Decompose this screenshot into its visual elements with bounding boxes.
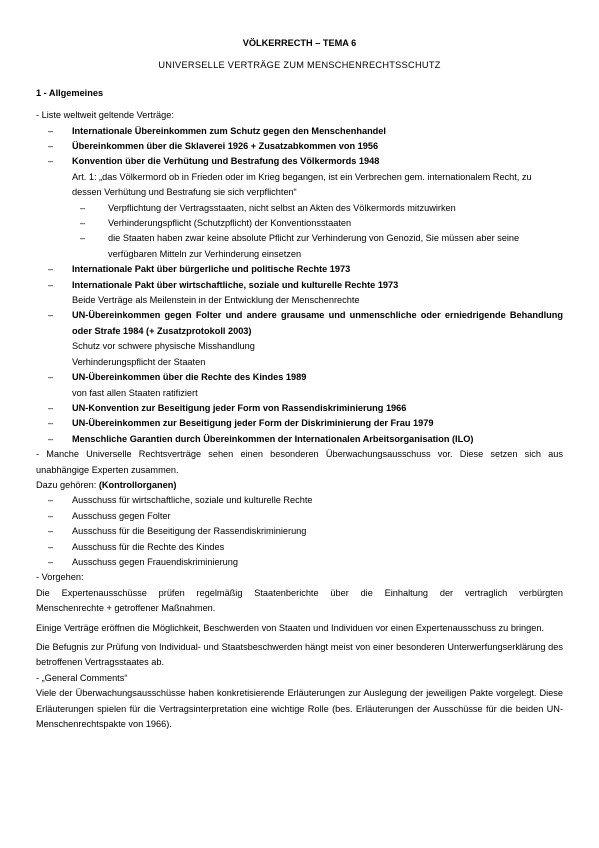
dazu-line: Dazu gehören: (Kontrollorganen) — [36, 479, 177, 490]
list-item: – Verhinderungspflicht (Schutzpflicht) der Konventionsstaaten — [80, 218, 352, 229]
list-item: – UN-Übereinkommen zur Beseitigung jeder Form der Diskriminierung der Frau 1979 — [48, 418, 434, 429]
list-item: – Internationale Übereinkommen zum Schutz gegen den Menschenhandel — [48, 125, 386, 136]
list-item: – Ausschuss für wirtschaftliche, soziale und kulturelle Rechte — [48, 495, 313, 506]
treaty-list-intro: - Liste weltweit geltende Verträge: — [36, 110, 174, 121]
list-item: – Übereinkommen über die Sklaverei 1926 + Zusatzabkommen von 1956 — [48, 141, 379, 152]
list-item: – Menschliche Garantien durch Übereinkommen der Internationalen Arbeitsorganisation (ILO) — [48, 433, 474, 444]
document-title: VÖLKERRECTH – TEMA 6 — [242, 38, 357, 48]
genocide-points — [72, 201, 563, 263]
list-item: – UN-Konvention zur Beseitigung jeder Form von Rassendiskriminierung 1966 — [48, 402, 407, 413]
vorgehen-paragraph-3: Die Befugnis zur Prüfung von Individual- und Staatsbeschwerden hängt meist von einer besonderen Unterwerfungserklärung des betroffenen Vertragsstaates ab. — [36, 642, 563, 668]
article-quote: Art. 1: „das Völkermord ob in Frieden oder im Krieg begangen, ist ein Verbrechen gem. internationalem Recht, zu dessen Verhütung und Bestrafung sie sich verpflichten“ — [72, 171, 532, 198]
list-item: – Ausschuss gegen Frauendiskriminierung — [48, 556, 238, 567]
torture-note: Verhinderungspflicht der Staaten — [72, 356, 206, 367]
list-item: – Internationale Pakt über wirtschaftliche, soziale und kulturelle Rechte 1973 Beide Verträge als Meilenstein in der Entwicklung der Menschenrechte — [36, 278, 563, 309]
list-item: – Internationale Pakt über bürgerliche und politische Rechte 1973 — [48, 264, 351, 275]
list-item: – die Staaten haben zwar keine absolute Pflicht zur Verhinderung von Genozid, Sie müssen aber seine verfügbaren Mitteln zur Verhinderung einsetzen — [80, 233, 520, 259]
torture-note: Schutz vor schwere physische Misshandlung — [72, 341, 255, 352]
list-item: – Ausschuss gegen Folter — [48, 510, 171, 521]
committee-list — [36, 493, 563, 570]
list-item: – Ausschuss für die Rechte des Kindes — [48, 541, 225, 552]
list-item: – UN-Übereinkommen über die Rechte des Kindes 1989 von fast allen Staaten ratifiziert — [36, 370, 563, 401]
document-subtitle: UNIVERSELLE VERTRÄGE ZUM MENSCHENRECHTSSCHUTZ — [158, 60, 441, 71]
general-comments-paragraph: Viele der Überwachungsausschüsse haben konkretisierende Erläuterungen zur Auslegung der jeweiligen Pakte vorgelegt. Diese Erläuterungen spielen für die Vertragsinterpretation eine wichtige Rolle (bes. Erläuterungen der Ausschüsse für die beiden UN-Menschenrechtspakte von 1966). — [36, 688, 563, 730]
list-item: – Konvention über die Verhütung und Bestrafung des Völkermords 1948 Art. 1: „das Völkermord ob in Frieden oder im Krieg begangen, ist ein Verbrechen gem. internationalem Recht, zu dessen Verhütung und Bestrafung sie sich verpflichten“ – Verpflichtung der Vertragsstaaten, nicht selbst an Akten des Völkermords mitzuwirken – Verhinderungspflicht (Schutzpflicht) der Konventionsstaaten – die Staaten haben zwar keine absolute Pflicht zur Verhinderung von Genozid, Sie müssen aber seine verfügbaren Mitteln zur Verhinderung einsetzen — [36, 154, 563, 262]
list-item: – UN-Übereinkommen gegen Folter und andere grausame und unmenschliche oder erniedrigende Behandlung oder Strafe 1984 (+ Zusatzprotokoll 2003) Schutz vor schwere physische Misshandlung Verhinderungspflicht der Staaten — [36, 308, 563, 370]
treaty-list — [36, 124, 563, 448]
vorgehen-heading: - Vorgehen: — [36, 572, 84, 583]
vorgehen-paragraph-2: Einige Verträge eröffnen die Möglichkeit, Beschwerden von Staaten und Individuen vor einen Expertenausschuss zu bringen. — [36, 622, 545, 633]
child-note: von fast allen Staaten ratifiziert — [72, 387, 198, 398]
general-comments-heading: - „General Comments“ — [36, 672, 128, 683]
vorgehen-paragraph-1a: Die Expertenausschüsse prüfen regelmäßig Staatenberichte über die Einhaltung der vertraglich verbürgten — [36, 587, 563, 598]
committee-paragraph: - Manche Universelle Rechtsverträge sehen einen besonderen Überwachungsausschuss vor. Diese setzen sich aus unabhängige Experten zusammen. — [36, 449, 563, 475]
document-page — [36, 36, 563, 732]
pact-note: Beide Verträge als Meilenstein in der Entwicklung der Menschenrechte — [72, 295, 360, 306]
vorgehen-paragraph-1b: Menschenrechte + getroffener Maßnahmen. — [36, 603, 216, 614]
list-item: – Verpflichtung der Vertragsstaaten, nicht selbst an Akten des Völkermords mitzuwirken — [80, 202, 456, 213]
list-item: – Ausschuss für die Beseitigung der Rassendiskriminierung — [48, 526, 307, 537]
section-heading: 1 - Allgemeines — [36, 87, 104, 98]
